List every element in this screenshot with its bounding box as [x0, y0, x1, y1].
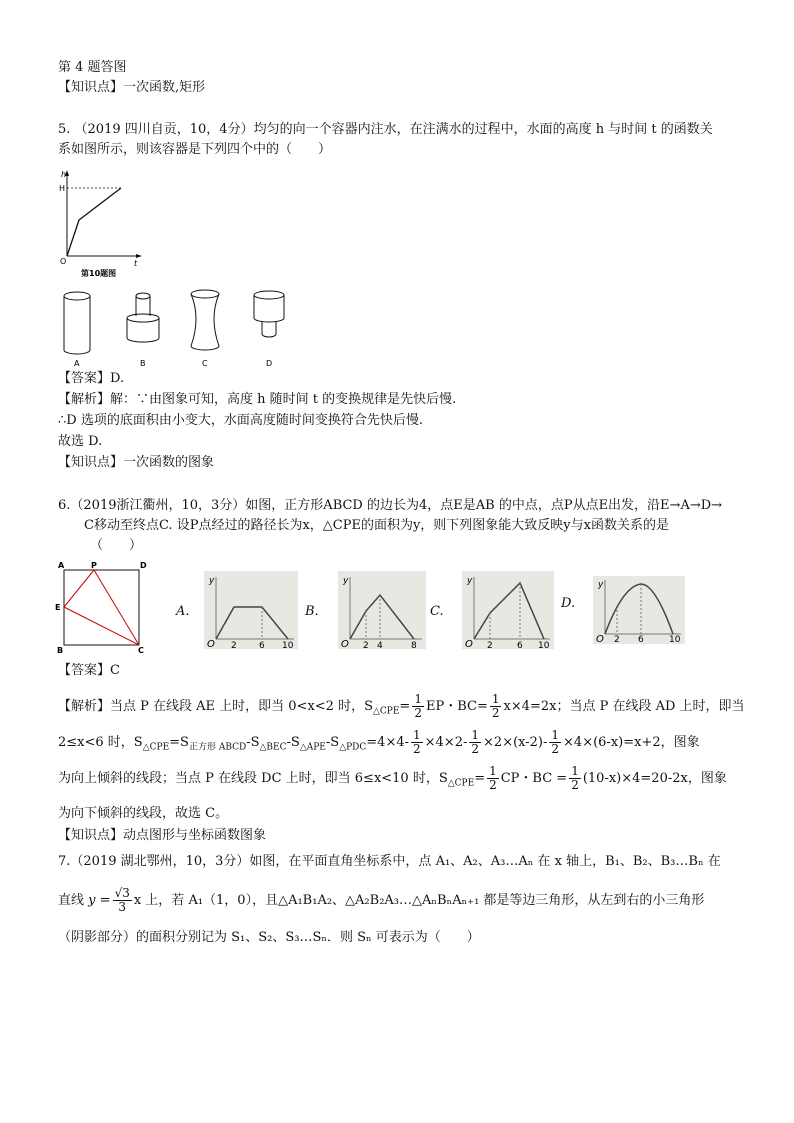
q6-graph-a-tick2: 6 [259, 641, 265, 649]
q6-graph-a [204, 571, 298, 649]
fraction-half: $\frac{1}{2}$ [413, 728, 421, 756]
q7-line3: （阴影部分）的面积分别记为 S₁、S₂、S₃…Sₙ．则 Sₙ 可表示为（ ） [58, 930, 480, 945]
q5-stem-line2: 系如图所示，则该容器是下列四个中的（ ） [58, 142, 332, 157]
q4-knowledge: 【知识点】一次函数,矩形 [58, 80, 206, 95]
q6-label-e: E [55, 603, 61, 612]
q6-graph-c-o: O [465, 639, 473, 649]
q5-graph-xlabel: t [134, 259, 138, 268]
q6-graph-d-tick1: 2 [614, 635, 620, 644]
q6-graph-b-o: O [341, 639, 349, 649]
q7-line1: 7.（2019 湖北鄂州，10，3分）如图，在平面直角坐标系中，点 A₁、A₂、A₃…Aₙ 在 x 轴上，B₁、B₂、B₃…Bₙ 在 [58, 854, 721, 869]
q5-answer: 【答案】D. [58, 371, 125, 386]
container-d-label: D [266, 359, 273, 368]
q6-graph-a-y: y [209, 576, 215, 586]
q6-graph-a-tick3: 10 [282, 641, 294, 649]
q6-graph-d-tick3: 10 [669, 635, 681, 644]
q6-stem-line2: C移动至终点C. 设P点经过的路径长为x，△CPE的面积为y，则下列图象能大致反映y与x函数关系的是 [84, 518, 669, 533]
q6-graph-b-tick2: 4 [377, 641, 383, 649]
q6-graph-c-tick2: 6 [517, 641, 523, 649]
container-d-icon [254, 291, 284, 337]
q6-graph-b-tick3: 8 [411, 641, 417, 649]
q5-containers [55, 288, 295, 370]
q4-figure-caption: 第 4 题答图 [58, 60, 127, 75]
q6-graph-d-curve [605, 584, 673, 634]
fraction-sqrt3-over-3: $\frac{√3}{3}$ [114, 886, 130, 914]
q6-analysis-line2: 2≤x<6 时，$S_{\triangle CPE}=S_{正方形 ABCD}-S_{\triangle BEC}-S_{\triangle APE}-S_{\triangle PDC}=4\times 4-$ $\frac{1}{2}$ ×4×2- $\frac{1}{2}$ ×2×(x-2)- $\frac{1}{2}$ ×4×(6-x)=x+2，图象 [58, 728, 700, 756]
q6-graph-a-o: O [207, 639, 215, 649]
fraction-half: $\frac{1}{2}$ [491, 692, 500, 720]
q6-graph-c [462, 571, 554, 649]
q5-analysis3: 故选 D. [58, 434, 103, 449]
q5-graph-origin: O [60, 257, 67, 266]
container-a-icon [64, 292, 90, 354]
q6-analysis-line1: 【解析】当点 P 在线段 AE 上时，即当 0<x<2 时，$S_{\triangle CPE}=$ $\frac{1}{2}$ EP・BC= $\frac{1}{2}$ x×4=2x；当点 P 在线段 AD 上时，即当 [58, 692, 745, 720]
fraction-half: $\frac{1}{2}$ [551, 728, 560, 756]
q6-analysis-line4: 为向下倾斜的线段，故选 C。 [58, 806, 229, 821]
q6-label-b: B [57, 646, 64, 655]
q5-height-time-graph [55, 168, 145, 280]
q5-graph-caption: 第10题图 [81, 269, 117, 278]
q6-option-b: B. [305, 604, 319, 619]
q6-stem-line3: （ ） [90, 538, 143, 553]
q5-graph-hlabel: H [59, 184, 66, 193]
q6-graph-c-tick1: 2 [487, 641, 493, 649]
q6-graph-d-y: y [598, 580, 604, 590]
q6-graph-b-tick1: 2 [363, 641, 369, 649]
q6-label-c: C [138, 646, 144, 655]
fraction-half: $\frac{1}{2}$ [489, 764, 497, 792]
q6-knowledge: 【知识点】动点图形与坐标函数图象 [58, 828, 267, 843]
q6-stem-line1: 6.（2019浙江衢州，10，3分）如图，正方形ABCD 的边长为4，点E是AB 的中点，点P从点E出发，沿E→A→D→ [58, 498, 723, 513]
q6-graph-b-curve [350, 595, 414, 639]
container-b-icon [127, 293, 159, 342]
q6-graph-c-y: y [467, 576, 473, 586]
fraction-half: $\frac{1}{2}$ [571, 764, 579, 792]
q6-graph-b-y: y [343, 576, 349, 586]
q7-line2: 直线 y = $\frac{√3}{3}$ x 上，若 A₁（1，0），且△A₁B₁A₂、△A₂B₂A₃…△AₙBₙAₙ₊₁ 都是等边三角形，从左到右的小三角形 [58, 886, 705, 914]
q6-option-a: A. [176, 604, 190, 619]
container-b-label: B [140, 359, 146, 368]
q6-graph-a-curve [216, 607, 288, 639]
q6-graph-c-tick3: 10 [538, 641, 550, 649]
q6-graph-d-o: O [596, 634, 604, 644]
q6-graph-d [593, 576, 685, 644]
fraction-half: $\frac{1}{2}$ [414, 692, 422, 720]
q6-graph-d-tick2: 6 [638, 635, 644, 644]
container-c-label: C [202, 359, 208, 368]
fraction-half: $\frac{1}{2}$ [471, 728, 480, 756]
container-a-label: A [74, 359, 80, 368]
q6-label-d: D [140, 561, 147, 570]
q6-graph-a-tick1: 2 [231, 641, 237, 649]
q6-label-p: P [91, 561, 97, 570]
q6-graph-c-curve [474, 583, 544, 639]
q6-label-a: A [58, 561, 65, 570]
q5-graph-curve [67, 188, 121, 256]
q5-knowledge: 【知识点】一次函数的图象 [58, 455, 215, 470]
q6-option-c: C. [430, 604, 444, 619]
q5-graph-ylabel: h [61, 170, 67, 179]
q6-square-figure [54, 560, 150, 656]
q6-graph-b [338, 571, 426, 649]
q6-option-d: D. [561, 596, 576, 611]
q6-analysis-line3: 为向上倾斜的线段；当点 P 在线段 DC 上时，即当 6≤x<10 时，$S_{\triangle CPE}=$ $\frac{1}{2}$ CP・BC = $\frac{1}{2}$ (10-x)×4=20-2x，图象 [58, 764, 727, 792]
q5-stem-line1: 5. （2019 四川自贡，10，4分）均匀的向一个容器内注水，在注满水的过程中，水面的高度 h 与时间 t 的函数关 [58, 122, 713, 137]
q5-analysis2: ∴D 选项的底面积由小变大，水面高度随时间变换符合先快后慢. [58, 413, 423, 428]
q5-analysis1: 【解析】解：∵由图象可知，高度 h 随时间 t 的变换规律是先快后慢. [58, 392, 457, 407]
q6-answer: 【答案】C [58, 663, 120, 678]
container-c-icon [191, 290, 219, 350]
